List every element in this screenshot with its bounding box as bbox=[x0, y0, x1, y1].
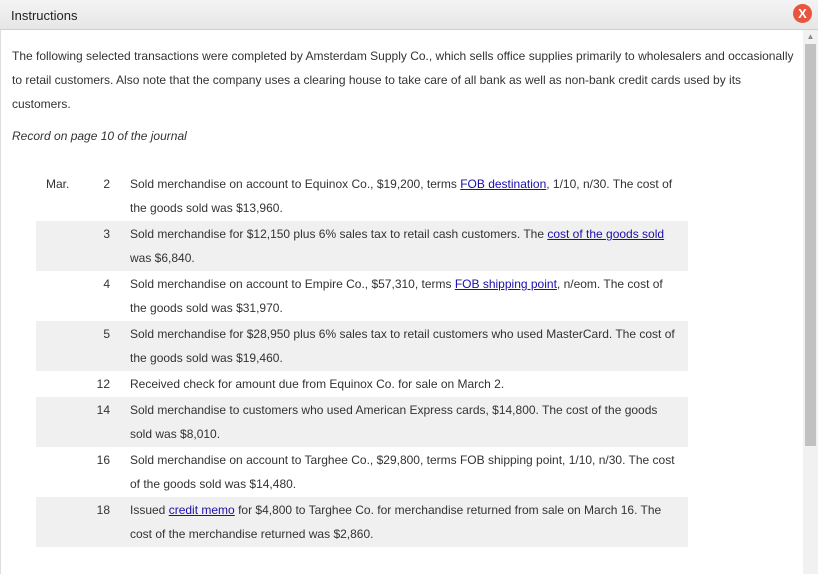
transaction-row bbox=[36, 321, 688, 371]
transaction-description bbox=[130, 222, 680, 270]
vertical-scrollbar[interactable] bbox=[803, 30, 818, 574]
transaction-description: Sold merchandise for $28,950 plus 6% sales tax to retail customers who used MasterCard. The cost of the goods sold was $19,460. bbox=[130, 327, 675, 365]
scrollbar-thumb[interactable] bbox=[805, 44, 816, 446]
description-text: Sold merchandise for $12,150 plus 6% sales tax to retail cash customers. The bbox=[130, 227, 548, 241]
description-text: for $4,800 to Targhee Co. for merchandise returned from sale on March 16. The cost of the merchandise returned was $2,860. bbox=[130, 503, 662, 541]
transaction-list bbox=[36, 171, 688, 547]
transaction-description: Sold merchandise on account to Targhee Co., $29,800, terms FOB shipping point, 1/10, n/30. The cost of the goods sold was $14,480. bbox=[130, 453, 675, 491]
transaction-description bbox=[130, 498, 680, 546]
transaction-day: 18 bbox=[96, 503, 110, 517]
instructions-content bbox=[0, 30, 803, 574]
glossary-link-cost-of-goods-sold[interactable]: cost of the goods sold bbox=[547, 227, 665, 241]
transaction-description: Received check for amount due from Equinox Co. for sale on March 2. bbox=[130, 377, 505, 391]
title-bar bbox=[0, 0, 818, 30]
scroll-up-arrow-icon[interactable]: ▲ bbox=[806, 32, 815, 41]
transaction-day: 14 bbox=[96, 403, 110, 417]
description-text: Issued bbox=[130, 503, 169, 517]
description-text: Sold merchandise on account to Equinox Co., $19,200, terms bbox=[130, 177, 461, 191]
transaction-description bbox=[130, 272, 680, 320]
transaction-row bbox=[36, 397, 688, 447]
description-text: was $6,840. bbox=[130, 251, 195, 265]
transaction-day: 2 bbox=[103, 177, 110, 191]
close-button[interactable]: X bbox=[793, 4, 812, 23]
description-text: , 1/10, n/30. The cost of the goods sold was $13,960. bbox=[130, 177, 673, 215]
transaction-day: 5 bbox=[103, 327, 110, 341]
transaction-row bbox=[36, 497, 688, 547]
transaction-description bbox=[130, 172, 680, 220]
transaction-row bbox=[36, 171, 688, 221]
transaction-day: 16 bbox=[96, 453, 110, 467]
glossary-link-fob-destination[interactable]: FOB destination bbox=[460, 177, 547, 191]
transaction-day: 4 bbox=[103, 277, 110, 291]
month-label: Mar. bbox=[46, 177, 70, 191]
transaction-row bbox=[36, 271, 688, 321]
transaction-row bbox=[36, 221, 688, 271]
transaction-day: 3 bbox=[103, 227, 110, 241]
glossary-link-fob-shipping-point[interactable]: FOB shipping point bbox=[454, 277, 557, 291]
description-text: Sold merchandise on account to Empire Co., $57,310, terms bbox=[130, 277, 455, 291]
glossary-link-credit-memo[interactable]: credit memo bbox=[168, 503, 235, 517]
transaction-row bbox=[36, 447, 688, 497]
transaction-day: 12 bbox=[96, 377, 110, 391]
intro-paragraph: The following selected transactions were completed by Amsterdam Supply Co., which sells office supplies primarily to wholesalers and occasionally to retail customers. Also note that the company uses a clearing house to take care of all bank as well as non-bank credit cards used by its customers. bbox=[12, 49, 794, 111]
window-title: Instructions bbox=[11, 8, 78, 23]
transaction-row bbox=[36, 371, 688, 397]
journal-note: Record on page 10 of the journal bbox=[12, 129, 187, 143]
description-text: , n/eom. The cost of the goods sold was $31,970. bbox=[130, 277, 663, 315]
transaction-description: Sold merchandise to customers who used American Express cards, $14,800. The cost of the goods sold was $8,010. bbox=[130, 403, 658, 441]
